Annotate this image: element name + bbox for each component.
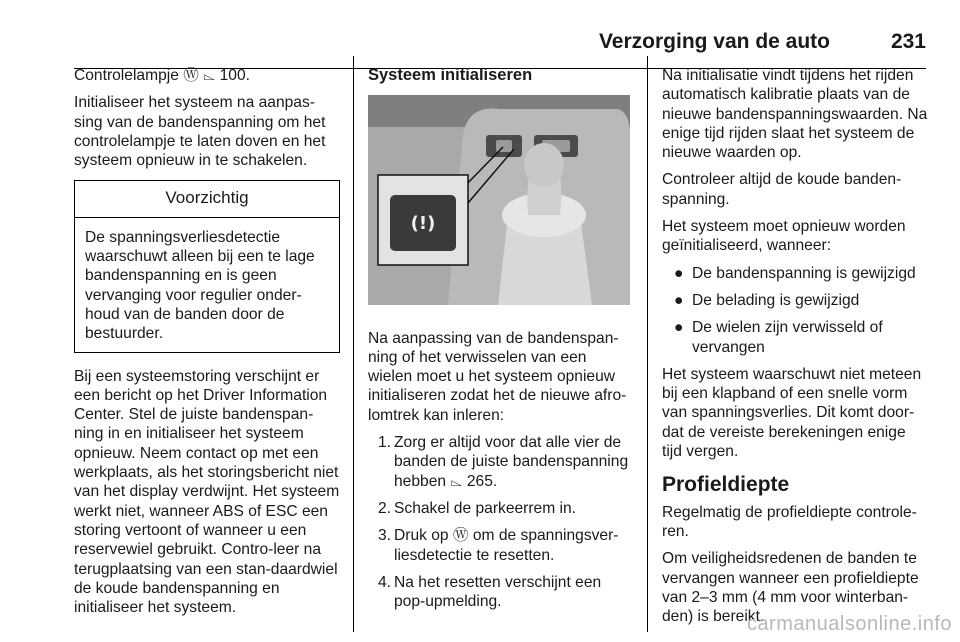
- paragraph: Regelmatig de profieldiepte controle-ren.: [662, 503, 917, 540]
- console-photo: [368, 95, 630, 305]
- warning-lamp-reference: Controlelampje Ⓦ ⌳ 100.: [74, 67, 250, 84]
- step-number: 2.: [378, 499, 392, 517]
- column-3: [662, 66, 928, 634]
- caution-text: De spanningsverliesdetectie waarschuwt alleen bij een te lage bandenspanning en is geen vervanging voor regulier onder-houd van de banden door de bestuurder.: [85, 228, 315, 343]
- section-heading: Profieldiepte: [662, 473, 790, 497]
- bullet-text: De bandenspanning is gewijzigd: [692, 264, 916, 282]
- paragraph: Initialiseer het systeem na aanpas-sing van de bandenspanning om het controlelampje te laten doven en het systeem opnieuw in te schakelen.: [74, 94, 326, 170]
- step-list: [368, 433, 634, 611]
- caution-title: Voorzichtig: [75, 181, 339, 217]
- caution-box: [74, 180, 340, 352]
- paragraph: Het systeem waarschuwt niet meteen bij een klapband of een snelle vorm van spanningsverlies. Dit komt door-dat de vereiste berekeningen enige tijd vergen.: [662, 365, 922, 461]
- step-text: Druk op Ⓦ om de spanningsver-liesdetectie te resetten.: [394, 527, 619, 564]
- page-number: 231: [890, 30, 926, 53]
- bullet-icon: ●: [674, 264, 684, 282]
- bullet-text: De belading is gewijzigd: [692, 291, 860, 309]
- list-item: [368, 526, 634, 565]
- bullet-text: De wielen zijn verwisseld of vervangen: [692, 319, 883, 356]
- paragraph: Controleer altijd de koude banden-spanning.: [662, 171, 902, 208]
- column-divider-2: [647, 56, 648, 632]
- section-title: Verzorging van de auto: [598, 30, 830, 53]
- section-heading: Systeem initialiseren: [368, 66, 533, 84]
- list-item: [368, 573, 634, 612]
- paragraph: Na initialisatie vindt tijdens het rijden automatisch kalibratie plaats van de nieuwe bandenspanningswaarden. Na enige tijd rijden slaat het systeem de nieuwe waarden op.: [662, 67, 928, 162]
- list-item: [368, 499, 634, 518]
- step-number: 4.: [378, 573, 392, 591]
- list-item: [662, 291, 928, 310]
- paragraph: Na aanpassing van de bandenspan-ning of het verwisselen van een wielen moet u het systeem opnieuw initialiseren zodat het de nieuwe afro-lomtrek kan inleren:: [368, 329, 627, 424]
- tire-pressure-button-icon: (!): [410, 213, 436, 235]
- step-number: 3.: [378, 527, 392, 545]
- step-text: Schakel de parkeerrem in.: [394, 499, 577, 517]
- list-item: [662, 318, 928, 357]
- paragraph: Bij een systeemstoring verschijnt er een bericht op het Driver Information Center. Stel de juiste bandenspan-ning in en initialiseer het systeem opnieuw. Neem contact op met een werkplaats, als het storingsbericht niet van het display verdwijnt. Het systeem werkt niet, wanneer ABS of ESC een storing vertoont of wanneer u een reservewiel gebruikt. Contro-leer na terugplaatsing van een stan-daardwiel de koude bandenspanning en initialiseer het systeem.: [74, 367, 340, 617]
- bullet-icon: ●: [674, 291, 684, 309]
- paragraph: Het systeem moet opnieuw worden geïnitialiseerd, wanneer:: [662, 218, 906, 255]
- list-item: [368, 433, 634, 491]
- step-text: Zorg er altijd voor dat alle vier de banden de juiste bandenspanning hebben ⌳ 265.: [394, 434, 629, 490]
- bullet-icon: ●: [674, 319, 684, 337]
- step-text: Na het resetten verschijnt een pop-upmelding.: [394, 573, 602, 611]
- watermark: carmanualsonline.info: [746, 613, 952, 635]
- step-number: 1.: [378, 434, 392, 452]
- paragraph: Om veiligheidsredenen de banden te vervangen wanneer een profieldiepte van 2–3 mm (4 mm voor winterban-den) is bereikt.: [662, 550, 919, 626]
- condition-list: [662, 264, 928, 357]
- list-item: [662, 264, 928, 283]
- page-header: [74, 24, 926, 53]
- column-1: [74, 66, 340, 625]
- column-divider-1: [353, 56, 354, 632]
- column-2: [368, 66, 634, 619]
